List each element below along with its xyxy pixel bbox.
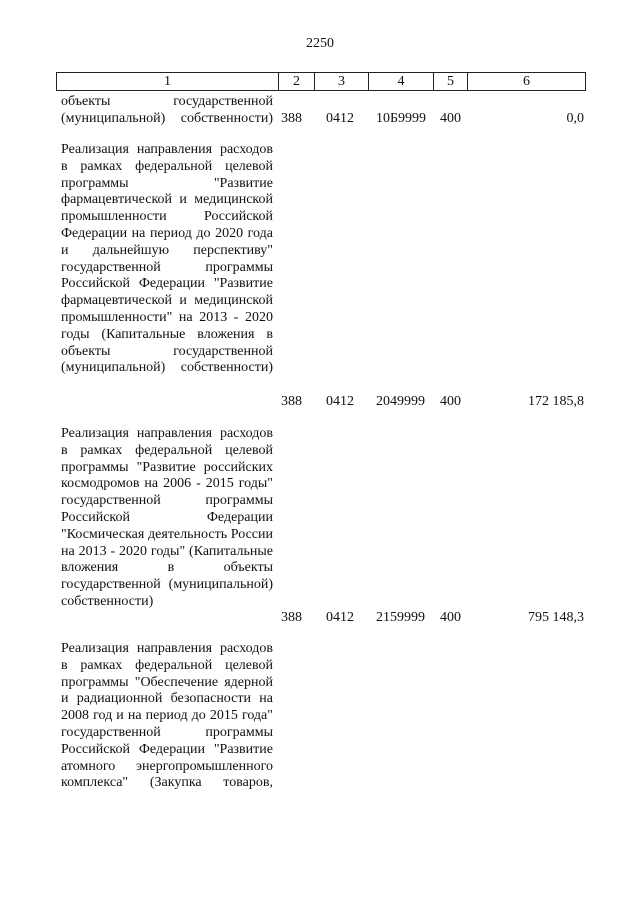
row-col4: 2049999 bbox=[376, 394, 425, 409]
row-col4: 10Б9999 bbox=[376, 111, 427, 126]
table-header-row bbox=[56, 72, 586, 91]
row-description: Реализация направления расходов в рамках федеральной целевой программы "Развитие российских космодромов на 2006 - 2015 годы" государственной программы Российской Федерации "Космическая деятельность России на 2013 - 2020 годы" (Капитальные вложения в объекты государственной (муниципальной) собственности) bbox=[61, 426, 273, 609]
row-col2: 388 bbox=[281, 111, 302, 126]
row-col3: 0412 bbox=[326, 394, 354, 409]
row-col6: 172 185,8 bbox=[528, 394, 584, 409]
row-col5: 400 bbox=[440, 610, 461, 625]
header-col-4: 4 bbox=[368, 73, 433, 90]
row-col5: 400 bbox=[440, 394, 461, 409]
row-col5: 400 bbox=[440, 111, 461, 126]
row-description: Реализация направления расходов в рамках федеральной целевой программы "Развитие фармацевтической и медицинской промышленности Российской Федерации на период до 2020 года и дальнейшую перспективу" государственной программы Российской Федерации "Развитие фармацевтической и медицинской промышленности" на 2013 - 2020 годы (Капитальные вложения в объекты государственной (муниципальной) собственности) bbox=[61, 142, 273, 376]
row-col6: 795 148,3 bbox=[528, 610, 584, 625]
row-col2: 388 bbox=[281, 394, 302, 409]
header-col-3: 3 bbox=[314, 73, 368, 90]
row-col6: 0,0 bbox=[566, 111, 584, 126]
header-col-5: 5 bbox=[433, 73, 467, 90]
row-description: Реализация направления расходов в рамках федеральной целевой программы "Обеспечение ядерной и радиационной безопасности на 2008 год и на период до 2015 года" государственной программы Российской Федерации "Развитие атомного энергопромышленного комплекса" (Закупка товаров, bbox=[61, 641, 273, 791]
header-col-1: 1 bbox=[164, 74, 171, 89]
row-col4: 2159999 bbox=[376, 610, 425, 625]
row-description: объекты государственной (муниципальной) собственности) bbox=[61, 94, 273, 126]
row-col3: 0412 bbox=[326, 111, 354, 126]
row-col2: 388 bbox=[281, 610, 302, 625]
page-number: 2250 bbox=[306, 36, 334, 51]
header-col-6: 6 bbox=[467, 73, 585, 90]
header-col-2: 2 bbox=[278, 73, 314, 90]
row-col3: 0412 bbox=[326, 610, 354, 625]
